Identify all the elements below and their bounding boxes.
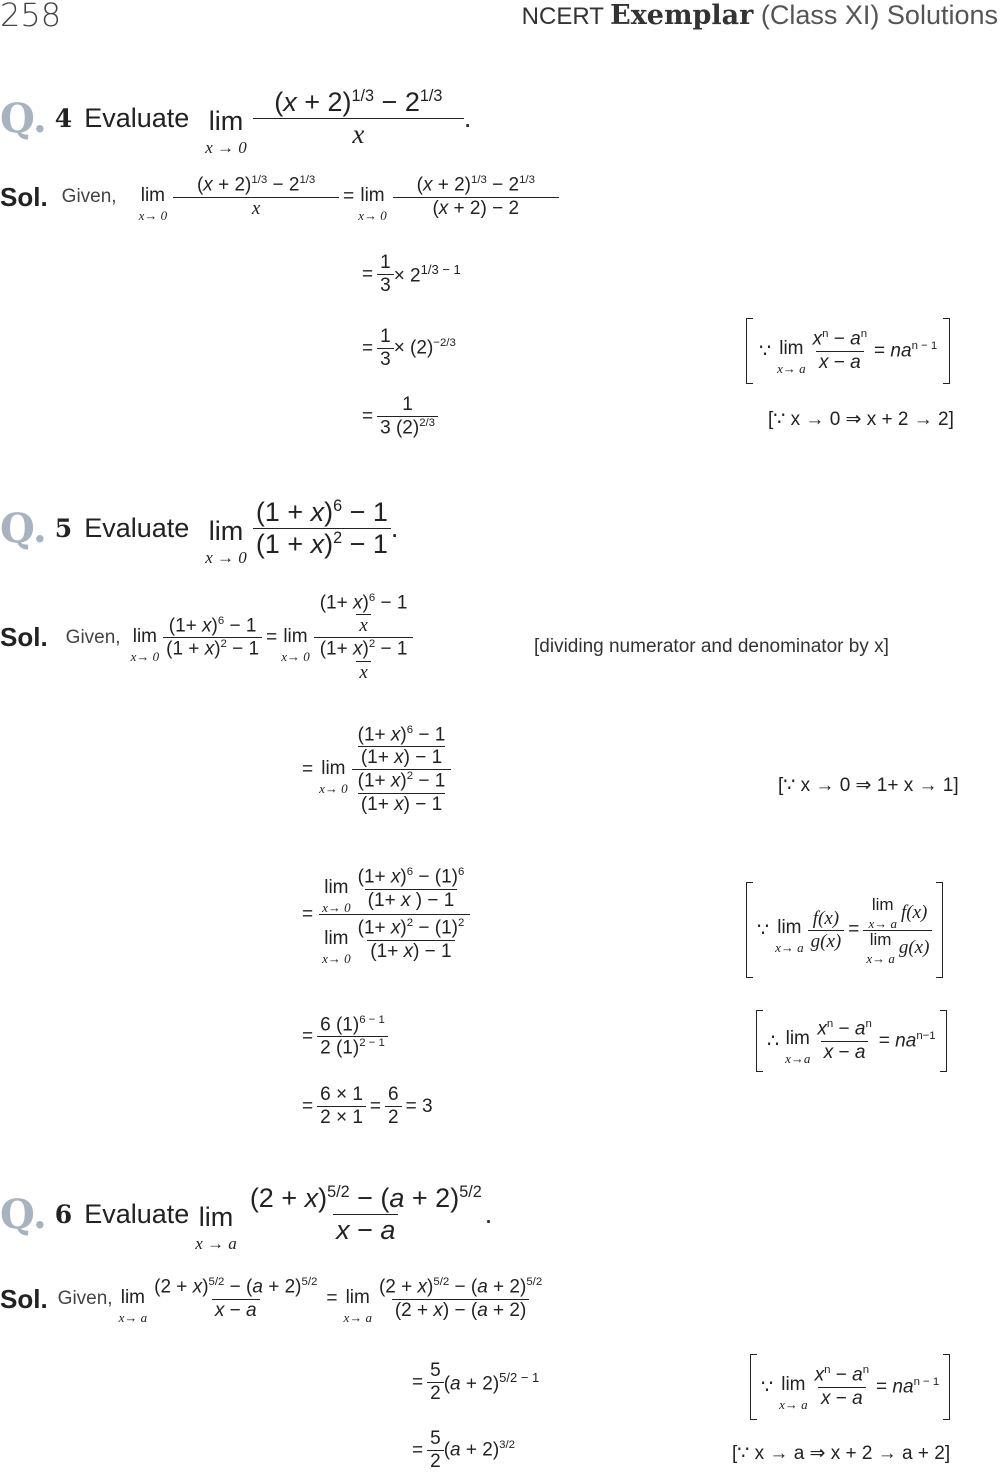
question-number: 6 (54, 1199, 73, 1229)
lim-text: lim (208, 106, 244, 136)
question-fraction: $\frac{(1 + x)^6 - 1}{(1 + x)^2 - 1}$ (253, 497, 391, 560)
q6-step2: = $\frac{5}{2}$ $(a + 2)^{5/2 - 1}$ (412, 1360, 540, 1404)
limit-operator: lim x → a (195, 1202, 237, 1253)
limit-operator: lim x→ 0 (358, 185, 387, 223)
question-marker: Q. (0, 94, 47, 142)
limit-operator (205, 108, 247, 156)
sol-label: Sol. (0, 181, 48, 212)
header-exemplar: Exemplar (610, 0, 754, 31)
q5-note-limit: [∵ x → 0 ⇒ 1+ x → 1] (778, 775, 959, 796)
q5-note-power: ∴ lim x→a $\frac{x^n - a^n}{x - a}$ = $na^{n-1}$ (756, 1010, 947, 1078)
question-marker: Q. (0, 1190, 47, 1238)
running-header (522, 0, 998, 31)
q5-step4: = $\frac{6 (1)^{6 - 1}}{2 (1)^{2 - 1}}$ (302, 1014, 388, 1060)
q5-note-quotient: ∵ lim x→ a $\frac{f(x)}{g(x)}$ = lim x→ a f(x) lim x→ a g(x) (746, 882, 943, 984)
q5-step3: = lim x→ 0 $\frac{(1+ x)^6 - (1)^6}{(1+ x ) - 1}$ lim x→ 0 $\frac{(1+ x)^2 - (1)^2}{(1+ x) - 1}$ (302, 864, 470, 965)
q4-step2: = $\frac{1}{3}$ × $2^{1/3 - 1}$ (362, 252, 461, 296)
q6-note-power-rule: ∵ lim x→ a $\frac{x^n - a^n}{x - a}$ = $na^{n - 1}$ (750, 1354, 950, 1426)
fraction-denominator: x (253, 118, 464, 150)
q6-note-limit: [∵ x → a ⇒ x + 2 → a + 2] (732, 1443, 951, 1464)
question-fraction (253, 87, 464, 150)
q6-solution-line1: Sol. Given, lim x→ a $\frac{(2 + x)^{5/2} - (a + 2)^{5/2}}{x - a}$ = lim x→ a $\frac{(2 + x)^{5/2} - (a + 2)^{5/2}}{(2 + x) - (a + 2)}$ (0, 1276, 543, 1325)
question-number: 4 (54, 103, 73, 133)
given-label: Given, (65, 626, 121, 648)
equals: = (343, 186, 355, 207)
q4-step4: = $\frac{1}{3 (2)^{2/3}}$ (362, 394, 438, 439)
evaluate-label: Evaluate (84, 102, 190, 133)
q6-step3: = $\frac{5}{2}$ $(a + 2)^{3/2}$ (412, 1428, 515, 1472)
question-6: Q. 6 Evaluate lim x → a $\frac{(2 + x)^{5/2} - (a + 2)^{5/2}}{x - a}$ . (0, 1182, 493, 1253)
given-label: Given, (61, 186, 117, 207)
limit-subscript: x → 0 (205, 138, 247, 157)
q5-note-divide: [dividing numerator and denominator by x] (534, 636, 889, 657)
header-suffix: (Class XI) Solutions (753, 0, 998, 30)
limit-operator: lim x→ 0 (138, 185, 168, 223)
page-number: 258 (0, 0, 62, 34)
q5-solution-line1: Sol. Given, lim x→ 0 $\frac{(1+ x)^6 - 1}{(1 + x)^2 - 1}$ = lim x→ 0 $\frac{\frac{(1+ x)^6 - 1}{x}}{\frac{(1+ x)^2 - 1}{x}}$ (0, 592, 413, 684)
q5-step2: = lim x→ 0 $\frac{\frac{(1+ x)^6 - 1}{(1+ x) - 1}}{\frac{(1+ x)^2 - 1}{(1+ x) - 1}}$ (302, 724, 451, 816)
sol-label: Sol. (0, 1283, 48, 1314)
question-5: Q. 5 Evaluate lim x → 0 $\frac{(1 + x)^6 - 1}{(1 + x)^2 - 1}$ . (0, 496, 399, 567)
fraction-numerator: $(x + 2)^{1/3} - 2^{1/3}$ (274, 86, 443, 117)
q4-note-power-rule: ∵ lim x→ a $\frac{x^n - a^n}{x - a}$ = $na^{n - 1}$ (746, 318, 950, 390)
sol-label: Sol. (0, 622, 48, 653)
q4-note-limit: [∵ x → 0 ⇒ x + 2 → 2] (768, 409, 954, 430)
evaluate-label: Evaluate (84, 1198, 190, 1229)
question-fraction: $\frac{(2 + x)^{5/2} - (a + 2)^{5/2}}{x - a}$ (249, 1182, 482, 1245)
q4-step3: = $\frac{1}{3}$ × $(2)^{-2/3}$ (362, 326, 456, 370)
evaluate-label: Evaluate (84, 512, 190, 543)
given-label: Given, (57, 1288, 113, 1309)
question-number: 5 (54, 513, 73, 543)
limit-operator: lim x → 0 (205, 516, 247, 567)
period: . (463, 102, 472, 133)
question-4 (0, 80, 471, 156)
question-marker: Q. (0, 504, 47, 552)
rhs-fraction: $\frac{(x + 2)^{1/3} - 2^{1/3}}{(x + 2) - 2}$ (393, 174, 559, 219)
q4-solution-line1 (0, 172, 559, 222)
lhs-fraction: $\frac{(x + 2)^{1/3} - 2^{1/3}}{x}$ (173, 174, 339, 219)
q5-final: = $\frac{6 \times 1}{2 \times 1}$ = $\frac{6}{2}$ = 3 (302, 1084, 433, 1128)
header-prefix: NCERT (521, 3, 611, 30)
